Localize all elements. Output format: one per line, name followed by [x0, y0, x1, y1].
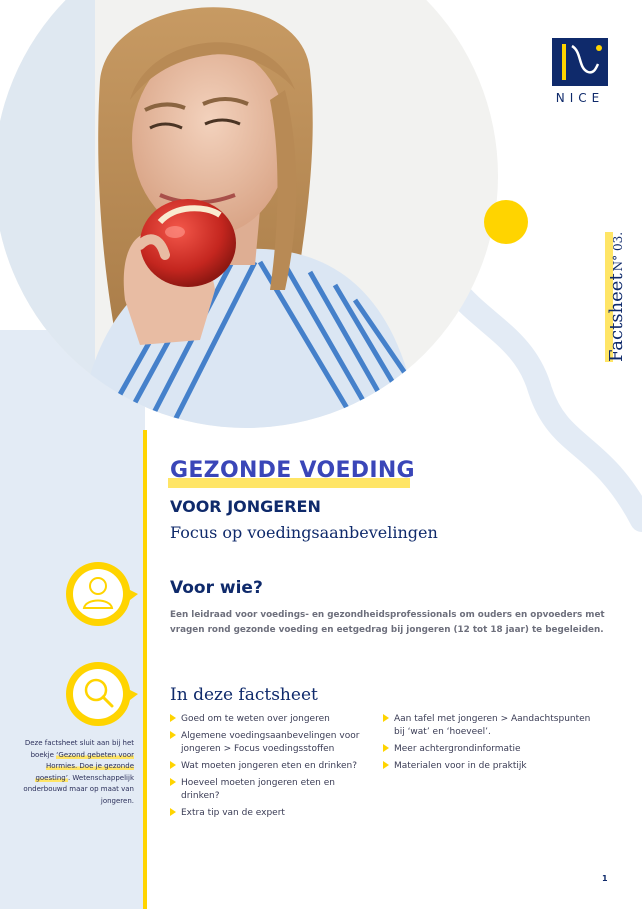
bullet-arrow-icon [170, 731, 176, 739]
list-item: Materialen voor in de praktijk [383, 760, 593, 773]
page-focus: Focus op voedingsaanbevelingen [170, 523, 438, 542]
list-item: Algemene voedingsaanbevelingen voor jongeren > Focus voedingsstoffen [170, 730, 370, 756]
list-item: Goed om te weten over jongeren [170, 713, 370, 726]
nice-logo-text: NICE [555, 91, 605, 105]
page-title: GEZONDE VOEDING [170, 458, 415, 483]
factsheet-word: Factsheet [606, 273, 627, 362]
bullet-arrow-icon [170, 761, 176, 769]
side-note: Deze factsheet sluit aan bij het boekje ‘Gezond gebeten voor Hormies. Doe je gezonde goesting’. Wetenschappelijk onderbouwd maar op maat van jongeren. [23, 739, 134, 805]
factsheet-label [598, 222, 627, 362]
yellow-dot [484, 200, 528, 244]
hero-photo [0, 0, 642, 430]
left-column-panel [0, 330, 145, 909]
list-item: Extra tip van de expert [170, 807, 370, 820]
contents-heading: In deze factsheet [170, 685, 318, 705]
bullet-arrow-icon [383, 714, 389, 722]
contents-list-left [170, 713, 370, 824]
page-subtitle: VOOR JONGEREN [170, 497, 321, 516]
nice-logo [552, 38, 608, 86]
page-number: 1 [602, 874, 608, 883]
list-item: Aan tafel met jongeren > Aandachtspunten bij ‘wat’ en ‘hoeveel’. [383, 713, 593, 739]
list-item: Hoeveel moeten jongeren eten en drinken? [170, 777, 370, 803]
voor-wie-body: Een leidraad voor voedings- en gezondheidsprofessionals om ouders en opvoeders met vragen rond gezonde voeding en eetgedrag bij jongeren (12 tot 18 jaar) te begeleiden. [170, 610, 605, 635]
contents-list-right [383, 713, 593, 777]
voor-wie-heading: Voor wie? [170, 578, 263, 598]
side-note-highlight: ‘Gezond gebeten voor Hormies. Doe je gezonde goesting’ [35, 750, 134, 782]
list-item: Meer achtergrondinformatie [383, 743, 593, 756]
bullet-arrow-icon [383, 761, 389, 769]
yellow-accent-line [143, 430, 147, 909]
nice-logo-mark [552, 38, 608, 86]
bullet-arrow-icon [170, 714, 176, 722]
bullet-arrow-icon [383, 744, 389, 752]
bullet-arrow-icon [170, 808, 176, 816]
factsheet-number: N° 03. [611, 231, 625, 272]
list-item: Wat moeten jongeren eten en drinken? [170, 760, 370, 773]
bullet-arrow-icon [170, 778, 176, 786]
